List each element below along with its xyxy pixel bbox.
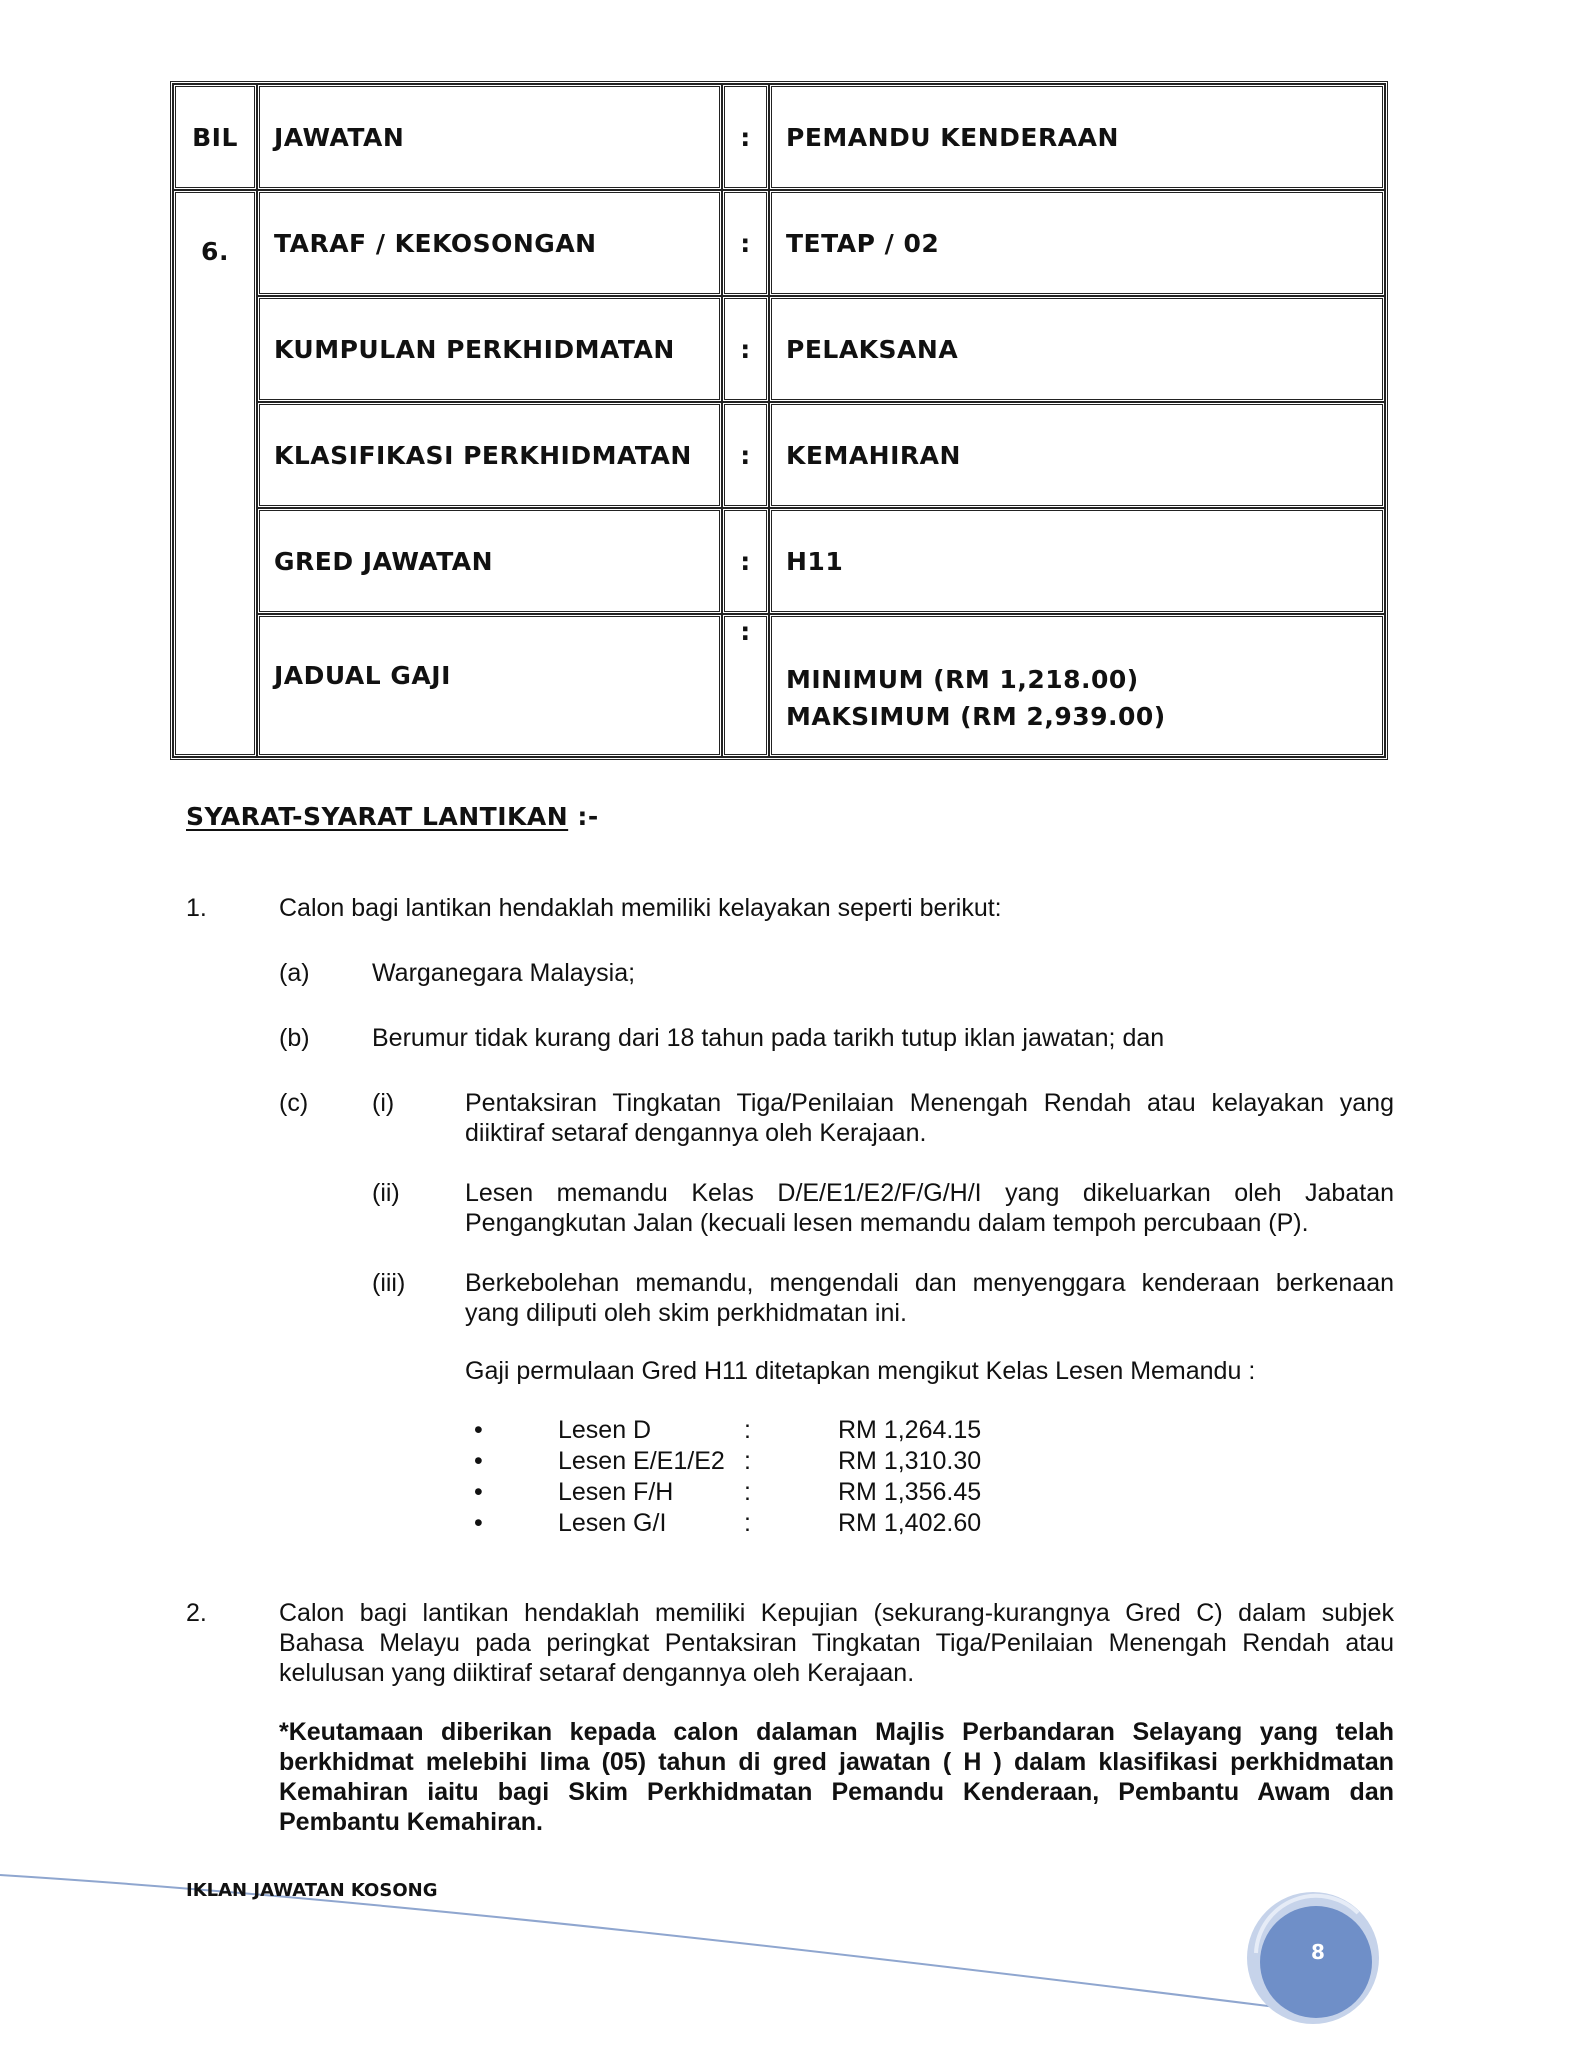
item-c-marker: (c) <box>279 1089 309 1117</box>
item-ciii-marker: (iii) <box>372 1269 406 1297</box>
row-value: KEMAHIRAN <box>769 402 1385 508</box>
item-cii-marker: (ii) <box>372 1179 400 1207</box>
row-value: TETAP / 02 <box>769 190 1385 296</box>
priority-note-line: Pembantu Kemahiran. <box>279 1808 543 1836</box>
colon: : <box>722 190 769 296</box>
item-2-line: kelulusan yang diiktiraf setaraf dengannya oleh Kerajaan. <box>279 1659 915 1687</box>
item-ci-line1: Pentaksiran Tingkatan Tiga/Penilaian Menengah Rendah atau kelayakan yang <box>465 1089 1394 1117</box>
row-label: GRED JAWATAN <box>257 508 722 614</box>
salary-intro: Gaji permulaan Gred H11 ditetapkan mengikut Kelas Lesen Memandu : <box>465 1357 1256 1385</box>
item-a-text: Warganegara Malaysia; <box>372 959 636 987</box>
item-number: 6. <box>173 190 257 757</box>
footer-title: IKLAN JAWATAN KOSONG <box>186 1880 438 1901</box>
salary-min: MINIMUM (RM 1,218.00) <box>786 665 1139 694</box>
section-heading: SYARAT-SYARAT LANTIKAN :- <box>186 802 599 831</box>
row-value: PELAKSANA <box>769 296 1385 402</box>
item-1-number: 1. <box>186 894 207 922</box>
item-b-marker: (b) <box>279 1024 310 1052</box>
colon: : <box>722 296 769 402</box>
item-2-number: 2. <box>186 1599 207 1627</box>
colon: : <box>722 508 769 614</box>
item-ci-line2: diiktiraf setaraf dengannya oleh Kerajaan. <box>465 1119 927 1147</box>
priority-note-line: Kemahiran iaitu bagi Skim Perkhidmatan Pemandu Kenderaan, Pembantu Awam dan <box>279 1778 1394 1806</box>
item-b-text: Berumur tidak kurang dari 18 tahun pada tarikh tutup iklan jawatan; dan <box>372 1024 1165 1052</box>
item-2-line: Calon bagi lantikan hendaklah memiliki Kepujian (sekurang-kurangnya Gred C) dalam subjek <box>279 1599 1394 1627</box>
salary-max: MAKSIMUM (RM 2,939.00) <box>786 702 1166 731</box>
row-label: KUMPULAN PERKHIDMATAN <box>257 296 722 402</box>
item-ci-marker: (i) <box>372 1089 395 1117</box>
item-cii-line2: Pengangkutan Jalan (kecuali lesen memandu dalam tempoh percubaan (P). <box>465 1209 1309 1237</box>
row-label: KLASIFIKASI PERKHIDMATAN <box>257 402 722 508</box>
priority-note-line: *Keutamaan diberikan kepada calon dalaman Majlis Perbandaran Selayang yang telah <box>279 1718 1394 1746</box>
item-a-marker: (a) <box>279 959 310 987</box>
item-2-line: Bahasa Melayu pada peringkat Pentaksiran Tingkatan Tiga/Penilaian Menengah Rendah atau <box>279 1629 1394 1657</box>
colon: : <box>722 84 769 190</box>
colon: : <box>722 402 769 508</box>
colon: : <box>722 614 769 757</box>
item-ciii-line1: Berkebolehan memandu, mengendali dan menyenggara kenderaan berkenaan <box>465 1269 1394 1297</box>
item-cii-line1: Lesen memandu Kelas D/E/E1/E2/F/G/H/I yang dikeluarkan oleh Jabatan <box>465 1179 1394 1207</box>
row-label: TARAF / KEKOSONGAN <box>257 190 722 296</box>
item-1-intro: Calon bagi lantikan hendaklah memiliki kelayakan seperti berikut: <box>279 894 1002 922</box>
jawatan-value: PEMANDU KENDERAAN <box>769 84 1385 190</box>
bil-header: BIL <box>173 84 257 190</box>
row-label: JADUAL GAJI <box>257 614 722 757</box>
row-value: H11 <box>769 508 1385 614</box>
page-number: 8 <box>1311 1940 1325 1964</box>
jawatan-label: JAWATAN <box>257 84 722 190</box>
priority-note-line: berkhidmat melebihi lima (05) tahun di gred jawatan ( H ) dalam klasifikasi perkhidmatan <box>279 1748 1394 1776</box>
item-ciii-line2: yang diliputi oleh skim perkhidmatan ini. <box>465 1299 907 1327</box>
